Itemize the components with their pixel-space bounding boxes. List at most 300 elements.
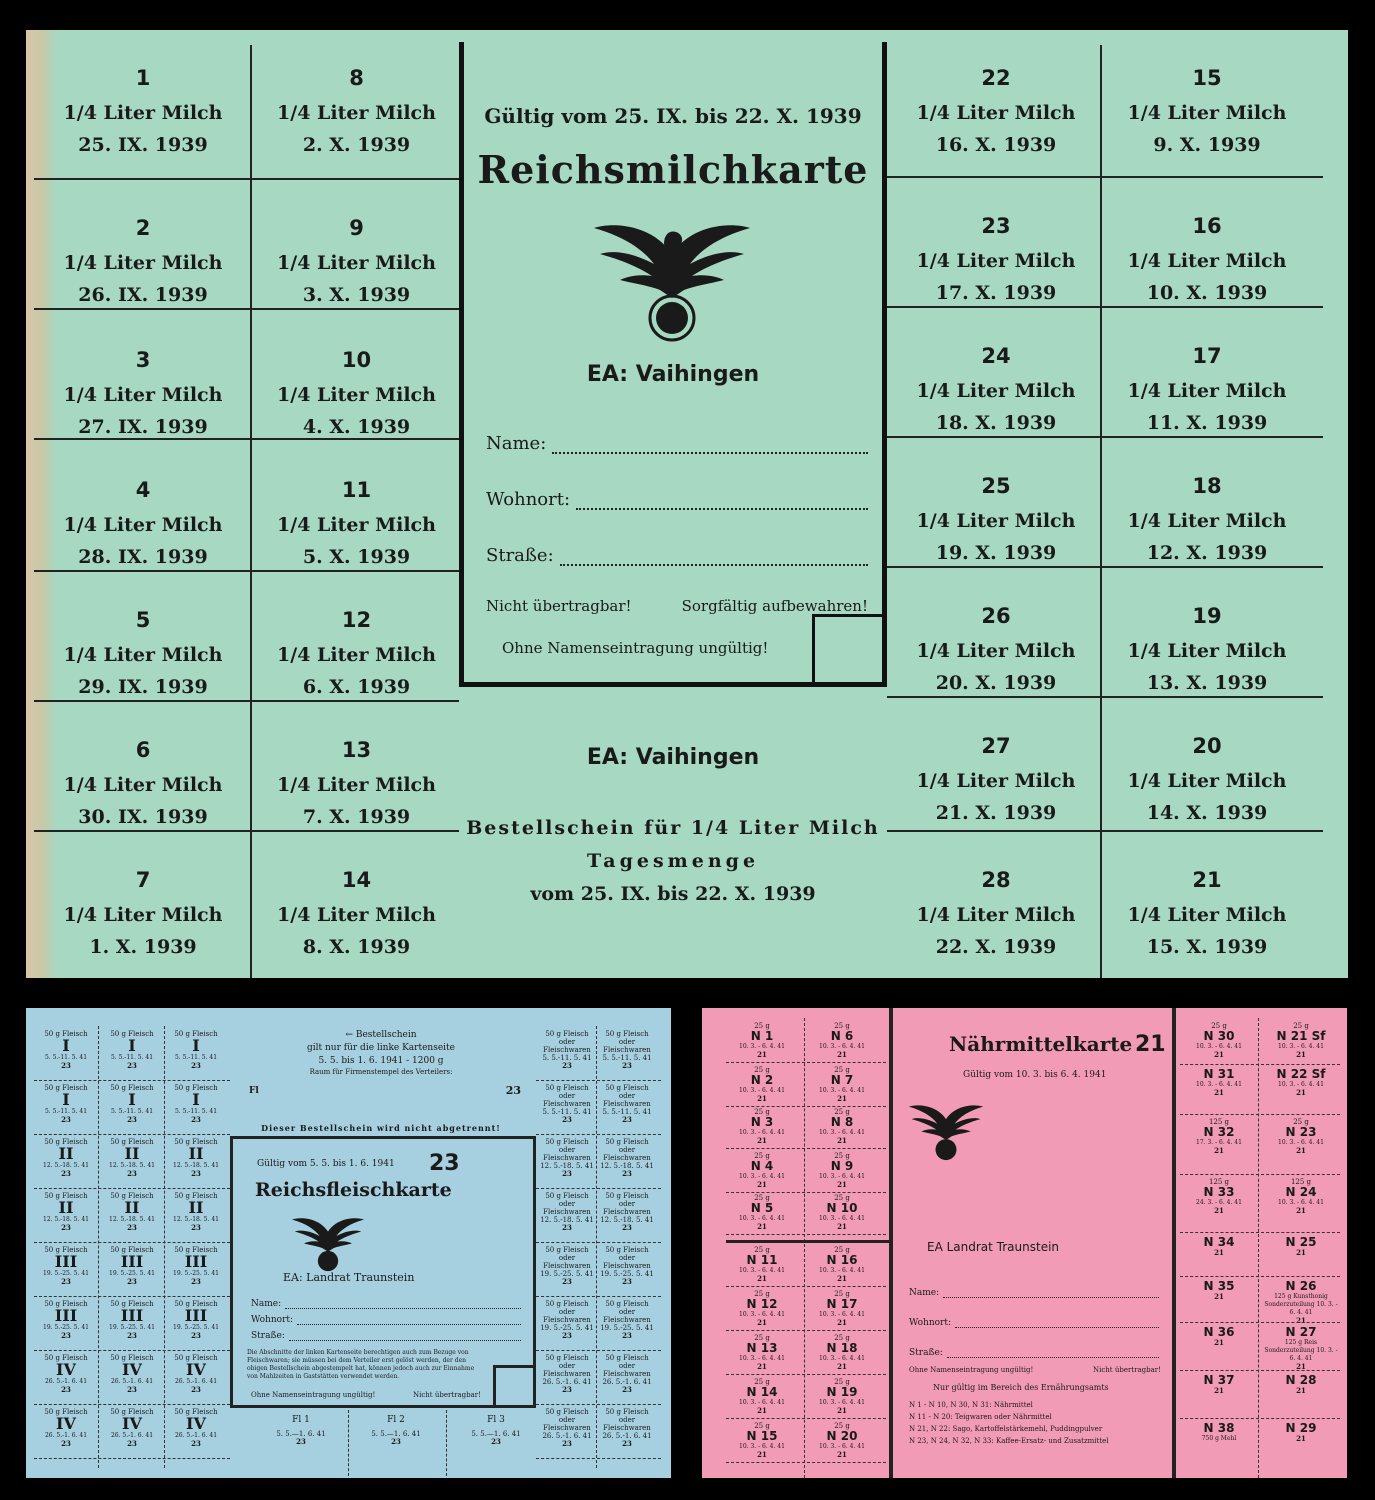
coupon-weight: 50 g Fleisch <box>110 1138 154 1146</box>
milk-coupon[interactable] <box>1102 308 1312 439</box>
coupon-date: 7. X. 1939 <box>302 806 411 828</box>
name-field[interactable] <box>251 1299 521 1309</box>
milk-coupon[interactable] <box>892 698 1100 829</box>
coupon-number: 23 <box>61 1169 71 1178</box>
coupon-weight: 50 g Fleisch <box>174 1246 218 1254</box>
coupon-weight: 25 g <box>834 1246 850 1254</box>
coupon-date: 14. X. 1939 <box>1146 802 1268 824</box>
coupon-period: II <box>188 1198 204 1217</box>
nutrient-card-main-panel <box>893 1008 1172 1478</box>
coupon-date: 12. 5.-18. 5. 41 <box>600 1162 654 1170</box>
coupon-divider <box>34 1134 230 1135</box>
coupon-code: N 25 <box>1285 1235 1317 1249</box>
nutrient-coupon[interactable] <box>806 1194 878 1231</box>
coupon-number: 11 <box>341 478 372 502</box>
nutrient-coupon[interactable] <box>726 1422 798 1459</box>
coupon-code: N 37 <box>1203 1373 1235 1387</box>
nutrient-coupon[interactable] <box>1262 1068 1340 1097</box>
nutrient-coupon[interactable] <box>806 1290 878 1327</box>
coupon-quantity: 1/4 Liter Milch <box>1127 904 1287 926</box>
coupon-weight: 25 g <box>1211 1022 1227 1030</box>
coupon-number: 23 <box>191 1061 201 1070</box>
coupon-code: N 28 <box>1285 1373 1317 1387</box>
coupon-divider <box>34 178 459 180</box>
coupon-divider <box>726 1192 886 1193</box>
coupon-divider <box>887 436 1323 438</box>
meat-product-coupon[interactable] <box>598 1408 656 1448</box>
milk-coupon[interactable] <box>34 30 252 161</box>
nutrient-coupon[interactable] <box>1262 1236 1340 1257</box>
nutrient-coupon[interactable] <box>1262 1178 1340 1215</box>
coupon-date: 5. 5.—1. 6. 41 <box>276 1430 326 1438</box>
coupon-weight: 25 g <box>754 1334 770 1342</box>
strasse-field[interactable] <box>251 1331 521 1341</box>
coupon-date: 6. X. 1939 <box>302 676 411 698</box>
nutrient-coupon[interactable] <box>726 1378 798 1415</box>
coupon-date: 21. X. 1939 <box>935 802 1057 824</box>
coupon-number: 21 <box>1192 868 1222 892</box>
meat-coupon[interactable] <box>102 1192 162 1232</box>
meat-product-coupon[interactable] <box>538 1300 596 1340</box>
coupon-date: 12. 5.-18. 5. 41 <box>43 1216 89 1223</box>
meat-coupon[interactable] <box>102 1300 162 1340</box>
coupon-number: 23 <box>562 1385 572 1394</box>
milk-coupon[interactable] <box>254 312 459 443</box>
coupon-date: 19. 5.-25. 5. 41 <box>600 1270 654 1278</box>
fine-print: Die Abschnitte der linken Kartenseite berechtigen auch zum Bezuge von Fleischwaren; sie müssen bei dem Verteiler erst gelöst werden, der den obigen Bestellschein abgestempelt hat, können jedoch auch zur Einnahme von Mahlzeiten in Gaststätten verwendet werden. <box>247 1349 475 1380</box>
order-slip-line-2: Tagesmenge <box>586 850 760 872</box>
coupon-weight: 50 g Fleisch <box>174 1192 218 1200</box>
coupon-date: 10. 3. - 6. 4. 41 <box>739 1043 785 1050</box>
coupon-code: N 2 <box>750 1073 774 1087</box>
milk-coupon[interactable] <box>254 180 459 311</box>
coupon-quantity: 1/4 Liter Milch <box>916 904 1076 926</box>
coupon-period: I <box>62 1036 70 1055</box>
coupon-divider <box>726 1286 886 1287</box>
coupon-divider <box>1180 1064 1340 1065</box>
meat-coupon[interactable] <box>36 1300 96 1340</box>
coupon-quantity: 1/4 Liter Milch <box>916 640 1076 662</box>
wohnort-field[interactable] <box>486 486 868 510</box>
coupon-weight: 50 g Fleisch <box>110 1192 154 1200</box>
coupon-weight: 50 g Fleisch <box>174 1138 218 1146</box>
coupon-column-2 <box>254 30 459 978</box>
coupon-code: N 12 <box>746 1297 778 1311</box>
coupon-date: 19. 5.-25. 5. 41 <box>43 1270 89 1277</box>
issuing-office: EA Landrat Traunstein <box>927 1240 1060 1254</box>
coupon-divider <box>536 1080 661 1081</box>
coupon-date: 10. 3. - 6. 4. 41 <box>819 1173 865 1180</box>
nutrient-coupon[interactable] <box>806 1378 878 1415</box>
coupon-divider <box>887 830 1323 832</box>
nutrient-coupon[interactable] <box>1262 1326 1340 1371</box>
coupon-date: 28. IX. 1939 <box>78 546 208 568</box>
card-title: Reichsfleischkarte <box>255 1179 452 1201</box>
meat-coupon[interactable] <box>36 1408 96 1448</box>
nutrient-coupon[interactable] <box>1262 1118 1340 1155</box>
coupon-date: 19. 5.-25. 5. 41 <box>43 1324 89 1331</box>
coupon-code: N 30 <box>1203 1029 1235 1043</box>
coupon-quantity: 1/4 Liter Milch <box>277 384 436 406</box>
coupon-weight: 25 g <box>1293 1118 1309 1126</box>
coupon-divider <box>34 1404 230 1405</box>
coupon-code: N 7 <box>830 1073 854 1087</box>
coupon-weight: 50 g Fleisch <box>44 1246 88 1254</box>
coupon-period: III <box>120 1252 144 1271</box>
card-number: 23 <box>429 1151 460 1176</box>
coupon-weight: 25 g <box>754 1290 770 1298</box>
coupon-code: N 4 <box>750 1159 774 1173</box>
coupon-weight: 50 g Fleisch <box>174 1354 218 1362</box>
coupon-number: 21 <box>1214 1386 1224 1395</box>
nutrient-coupon[interactable] <box>726 1152 798 1189</box>
nutrient-coupon[interactable] <box>1262 1280 1340 1325</box>
coupon-number: 21 <box>837 1094 847 1103</box>
nutrient-coupon[interactable] <box>1180 1374 1258 1395</box>
nutrient-coupon[interactable] <box>806 1246 878 1283</box>
coupon-divider <box>34 1296 230 1297</box>
legend-line-3: N 21, N 22: Sago, Kartoffelstärkemehl, Puddingpulver <box>909 1425 1103 1433</box>
coupon-weight: 50 g Fleisch <box>44 1138 88 1146</box>
coupon-number: 26 <box>981 604 1011 628</box>
coupon-weight: 50 g Fleisch oder Fleischwaren <box>603 1192 651 1216</box>
meat-order-coupon[interactable] <box>456 1416 536 1446</box>
nutrient-coupon[interactable] <box>726 1246 798 1283</box>
coupon-number: 13 <box>341 738 372 762</box>
coupon-weight: 25 g <box>754 1152 770 1160</box>
meat-coupon[interactable] <box>102 1030 162 1070</box>
coupon-code: N 34 <box>1203 1235 1235 1249</box>
nutrient-coupon[interactable] <box>806 1066 878 1103</box>
milk-coupon[interactable] <box>34 832 252 963</box>
meat-product-coupon[interactable] <box>598 1084 656 1124</box>
wohnort-field[interactable] <box>251 1315 521 1325</box>
coupon-period: III <box>120 1306 144 1325</box>
coupon-date: 19. 5.-25. 5. 41 <box>600 1324 654 1332</box>
coupon-date: 10. 3. - 6. 4. 41 <box>739 1267 785 1274</box>
meat-coupon[interactable] <box>36 1354 96 1394</box>
nutrient-coupon[interactable] <box>1180 1280 1258 1301</box>
coupon-number: 21 <box>837 1406 847 1415</box>
coupon-label: Fl 2 <box>387 1415 405 1425</box>
meat-coupon[interactable] <box>102 1138 162 1178</box>
coupon-weight: 25 g <box>754 1022 770 1030</box>
non-transferable-note: Nicht übertragbar! <box>486 597 632 615</box>
coupon-number: 23 <box>981 214 1011 238</box>
legend-line-4: N 23, N 24, N 32, N 33: Kaffee-Ersatz- und Zusatzmittel <box>909 1437 1109 1445</box>
nutrient-coupon[interactable] <box>806 1334 878 1371</box>
milk-coupon[interactable] <box>254 30 459 161</box>
coupon-date: 20. X. 1939 <box>935 672 1057 694</box>
coupon-date: 12. 5.-18. 5. 41 <box>540 1216 594 1224</box>
nutrient-coupon[interactable] <box>1180 1022 1258 1059</box>
coupon-period: III <box>184 1306 208 1325</box>
meat-coupon[interactable] <box>166 1192 226 1232</box>
milk-coupon[interactable] <box>1102 30 1312 161</box>
milk-coupon[interactable] <box>254 832 459 963</box>
coupon-period: IV <box>186 1360 206 1379</box>
meat-coupon[interactable] <box>166 1300 226 1340</box>
coupon-date: 29. IX. 1939 <box>78 676 208 698</box>
coupon-period: II <box>124 1144 140 1163</box>
meat-coupon[interactable] <box>166 1246 226 1286</box>
meat-coupon[interactable] <box>36 1192 96 1232</box>
nutrient-coupon[interactable] <box>1180 1118 1258 1155</box>
name-field[interactable] <box>909 1288 1159 1298</box>
milk-coupon[interactable] <box>1102 178 1312 309</box>
coupon-divider <box>164 1026 165 1468</box>
coupon-code: N 1 <box>750 1029 774 1043</box>
coupon-quantity: 1/4 Liter Milch <box>63 384 223 406</box>
meat-product-coupon[interactable] <box>598 1354 656 1394</box>
coupon-date: 5. 5.—1. 6. 41 <box>471 1430 521 1438</box>
milk-coupon[interactable] <box>1102 438 1312 569</box>
order-slip-line-1: gilt nur für die linke Kartenseite <box>307 1043 455 1053</box>
coupon-number: 9 <box>349 216 364 240</box>
coupon-quantity: 1/4 Liter Milch <box>1127 770 1287 792</box>
coupon-number: 4 <box>135 478 151 502</box>
milk-coupon[interactable] <box>1102 698 1312 829</box>
coupon-date: 5. 5.-11. 5. 41 <box>174 1108 218 1115</box>
milk-coupon[interactable] <box>892 568 1100 699</box>
meat-coupon[interactable] <box>102 1246 162 1286</box>
name-field[interactable] <box>486 430 868 454</box>
coupon-number: 21 <box>1296 1434 1306 1443</box>
coupon-number: 21 <box>1214 1248 1224 1257</box>
coupon-weight: 25 g <box>834 1108 850 1116</box>
coupon-code: N 24 <box>1285 1185 1317 1199</box>
nutrient-coupon[interactable] <box>1262 1374 1340 1395</box>
coupon-divider <box>34 1080 230 1081</box>
coupon-divider <box>887 566 1323 568</box>
coupon-number: 23 <box>127 1061 137 1070</box>
coupon-number: 21 <box>757 1318 767 1327</box>
meat-coupon[interactable] <box>102 1084 162 1124</box>
meat-product-coupon[interactable] <box>538 1408 596 1448</box>
coupon-weight: 125 g <box>1208 1118 1230 1126</box>
panel-border <box>1172 1008 1176 1478</box>
milk-coupon[interactable] <box>34 702 252 833</box>
coupon-weight: 25 g <box>834 1152 850 1160</box>
coupon-number: 1 <box>135 66 151 90</box>
coupon-divider <box>34 700 459 702</box>
coupon-date: 30. IX. 1939 <box>78 806 208 828</box>
milk-coupon[interactable] <box>1102 832 1312 963</box>
wohnort-label: Wohnort: <box>486 489 571 510</box>
coupon-period: IV <box>122 1360 142 1379</box>
coupon-period: I <box>192 1036 200 1055</box>
meat-product-coupon[interactable] <box>538 1246 596 1286</box>
strasse-field[interactable] <box>486 542 868 566</box>
nutrient-coupon[interactable] <box>726 1108 798 1145</box>
coupon-divider <box>726 1148 886 1149</box>
coupon-quantity: 1/4 Liter Milch <box>916 102 1076 124</box>
wohnort-field[interactable] <box>909 1318 1159 1328</box>
milk-coupon[interactable] <box>254 702 459 833</box>
nutrient-coupon[interactable] <box>726 1334 798 1371</box>
milk-coupon[interactable] <box>34 312 252 443</box>
coupon-weight: 50 g Fleisch <box>174 1300 218 1308</box>
coupon-number: 21 <box>1214 1146 1224 1155</box>
meat-coupon[interactable] <box>166 1030 226 1070</box>
coupon-weight: 50 g Fleisch <box>110 1354 154 1362</box>
coupon-weight: 50 g Fleisch <box>110 1084 154 1092</box>
nutrient-coupon[interactable] <box>1180 1068 1258 1097</box>
nutrient-coupon[interactable] <box>806 1422 878 1459</box>
coupon-code: N 18 <box>826 1341 858 1355</box>
meat-coupon[interactable] <box>102 1408 162 1448</box>
coupon-weight: 125 g <box>1208 1178 1230 1186</box>
coupon-period: I <box>128 1090 136 1109</box>
coupon-label: Fl 1 <box>292 1415 310 1425</box>
coupon-weight: 50 g Fleisch <box>110 1300 154 1308</box>
nutrient-coupon[interactable] <box>726 1194 798 1231</box>
milk-coupon[interactable] <box>34 180 252 311</box>
coupon-quantity: 1/4 Liter Milch <box>916 250 1076 272</box>
nutrient-coupon[interactable] <box>1180 1178 1258 1215</box>
coupon-quantity: 1/4 Liter Milch <box>1127 640 1287 662</box>
coupon-number: 23 <box>127 1223 137 1232</box>
milk-coupon[interactable] <box>892 178 1100 309</box>
nutrient-coupon[interactable] <box>1180 1236 1258 1257</box>
coupon-weight: 50 g Fleisch oder Fleischwaren <box>543 1084 591 1108</box>
coupon-weight: 50 g Fleisch oder Fleischwaren <box>603 1408 651 1432</box>
nutrient-coupon[interactable] <box>726 1022 798 1059</box>
coupon-divider <box>804 1018 805 1478</box>
coupon-date: 10. X. 1939 <box>1146 282 1268 304</box>
meat-coupon[interactable] <box>36 1246 96 1286</box>
meat-coupon[interactable] <box>102 1354 162 1394</box>
coupon-date: 4. X. 1939 <box>302 416 411 438</box>
name-label: Name: <box>486 433 547 454</box>
meat-product-coupon[interactable] <box>538 1354 596 1394</box>
coupon-weight: 25 g <box>754 1246 770 1254</box>
nutrient-coupon[interactable] <box>1180 1422 1258 1443</box>
coupon-code: N 26 <box>1285 1279 1317 1293</box>
coupon-date: 16. X. 1939 <box>935 134 1057 156</box>
card-number: 21 <box>1135 1032 1166 1057</box>
nutrient-coupon[interactable] <box>1262 1422 1340 1443</box>
coupon-divider <box>1258 1018 1259 1478</box>
meat-product-coupon[interactable] <box>538 1192 596 1232</box>
milk-coupon[interactable] <box>892 438 1100 569</box>
coupon-weight: 50 g Fleisch <box>44 1300 88 1308</box>
nutrient-coupon[interactable] <box>726 1066 798 1103</box>
meat-product-coupon[interactable] <box>538 1084 596 1124</box>
coupon-date: 26. 5.-1. 6. 41 <box>44 1378 88 1385</box>
coupon-divider <box>1180 1174 1340 1175</box>
coupon-number: 22 <box>981 66 1011 90</box>
coupon-date: 5. 5.-11. 5. 41 <box>174 1054 218 1061</box>
coupon-period: IV <box>186 1414 206 1433</box>
coupon-divider <box>726 1234 886 1235</box>
coupon-quantity: 1/4 Liter Milch <box>1127 102 1287 124</box>
meat-coupon[interactable] <box>166 1138 226 1178</box>
milk-coupon[interactable] <box>254 572 459 703</box>
nutrient-coupon[interactable] <box>726 1290 798 1327</box>
strasse-label: Straße: <box>251 1331 285 1341</box>
nutrient-coupon[interactable] <box>1180 1326 1258 1347</box>
coupon-weight: 125 g <box>1290 1178 1312 1186</box>
nutrient-coupon[interactable] <box>806 1152 878 1189</box>
nutrient-coupon[interactable] <box>1262 1022 1340 1059</box>
coupon-divider <box>34 570 459 572</box>
nutrient-coupon[interactable] <box>806 1022 878 1059</box>
milk-coupon[interactable] <box>892 308 1100 439</box>
strasse-field[interactable] <box>909 1348 1159 1358</box>
meat-product-coupon[interactable] <box>538 1030 596 1070</box>
coupon-weight: 25 g <box>754 1378 770 1386</box>
coupon-divider <box>536 1188 661 1189</box>
coupon-code: N 36 <box>1203 1325 1235 1339</box>
coupon-divider <box>726 1462 886 1463</box>
coupon-divider <box>446 1410 447 1476</box>
milk-coupon[interactable] <box>892 30 1100 161</box>
coupon-number: 12 <box>341 608 372 632</box>
coupon-code: N 11 <box>746 1253 778 1267</box>
coupon-divider <box>250 45 252 978</box>
meat-coupon[interactable] <box>36 1030 96 1070</box>
meat-coupon[interactable] <box>36 1138 96 1178</box>
coupon-number: 23 <box>622 1385 632 1394</box>
coupon-number: 10 <box>341 348 372 372</box>
coupon-date: 26. 5.-1. 6. 41 <box>542 1432 592 1440</box>
coupon-period: I <box>62 1090 70 1109</box>
meat-coupon[interactable] <box>166 1084 226 1124</box>
milk-coupon[interactable] <box>254 442 459 573</box>
order-slip-office: EA: Vaihingen <box>586 745 760 770</box>
milk-coupon[interactable] <box>1102 568 1312 699</box>
coupon-code: N 29 <box>1285 1421 1317 1435</box>
meat-coupon[interactable] <box>36 1084 96 1124</box>
coupon-number: 23 <box>562 1277 572 1286</box>
meat-order-coupon[interactable] <box>356 1416 436 1446</box>
coupon-period: III <box>54 1306 78 1325</box>
coupon-date: 19. 5.-25. 5. 41 <box>173 1270 219 1277</box>
coupon-number: 23 <box>127 1115 137 1124</box>
meat-coupon[interactable] <box>166 1354 226 1394</box>
coupon-weight: 25 g <box>834 1290 850 1298</box>
meat-order-coupon[interactable] <box>261 1416 341 1446</box>
coupon-weight: 50 g Fleisch <box>110 1408 154 1416</box>
coupon-divider <box>1180 1276 1340 1277</box>
coupon-date: 26. 5.-1. 6. 41 <box>174 1432 218 1439</box>
coupon-number: 17 <box>1192 344 1222 368</box>
wohnort-label: Wohnort: <box>251 1315 294 1325</box>
meat-coupon[interactable] <box>166 1408 226 1448</box>
coupon-number: 23 <box>622 1331 632 1340</box>
coupon-number: 21 <box>1214 1292 1224 1301</box>
meat-product-coupon[interactable] <box>538 1138 596 1178</box>
meat-product-coupon[interactable] <box>598 1138 656 1178</box>
coupon-quantity: 1/4 Liter Milch <box>63 774 223 796</box>
coupon-number: 21 <box>837 1180 847 1189</box>
order-slip-line-3: Raum für Firmenstempel des Verteilers: <box>309 1068 453 1076</box>
coupon-date: 125 g Kunsthonig Sonderzuteilung 10. 3. - 6. 4. 41 <box>1264 1293 1338 1316</box>
coupon-code: N 38 <box>1203 1421 1235 1435</box>
milk-coupon[interactable] <box>34 572 252 703</box>
meat-product-coupon[interactable] <box>598 1246 656 1286</box>
nutrient-coupon[interactable] <box>806 1108 878 1145</box>
coupon-weight: 50 g Fleisch <box>44 1084 88 1092</box>
meat-product-coupon[interactable] <box>598 1300 656 1340</box>
milk-coupon[interactable] <box>892 832 1100 963</box>
milk-coupon[interactable] <box>34 442 252 573</box>
coupon-date: 10. 3. - 6. 4. 41 <box>819 1267 865 1274</box>
meat-product-coupon[interactable] <box>598 1030 656 1070</box>
coupon-weight: 50 g Fleisch oder Fleischwaren <box>603 1084 651 1108</box>
meat-product-coupon[interactable] <box>598 1192 656 1232</box>
